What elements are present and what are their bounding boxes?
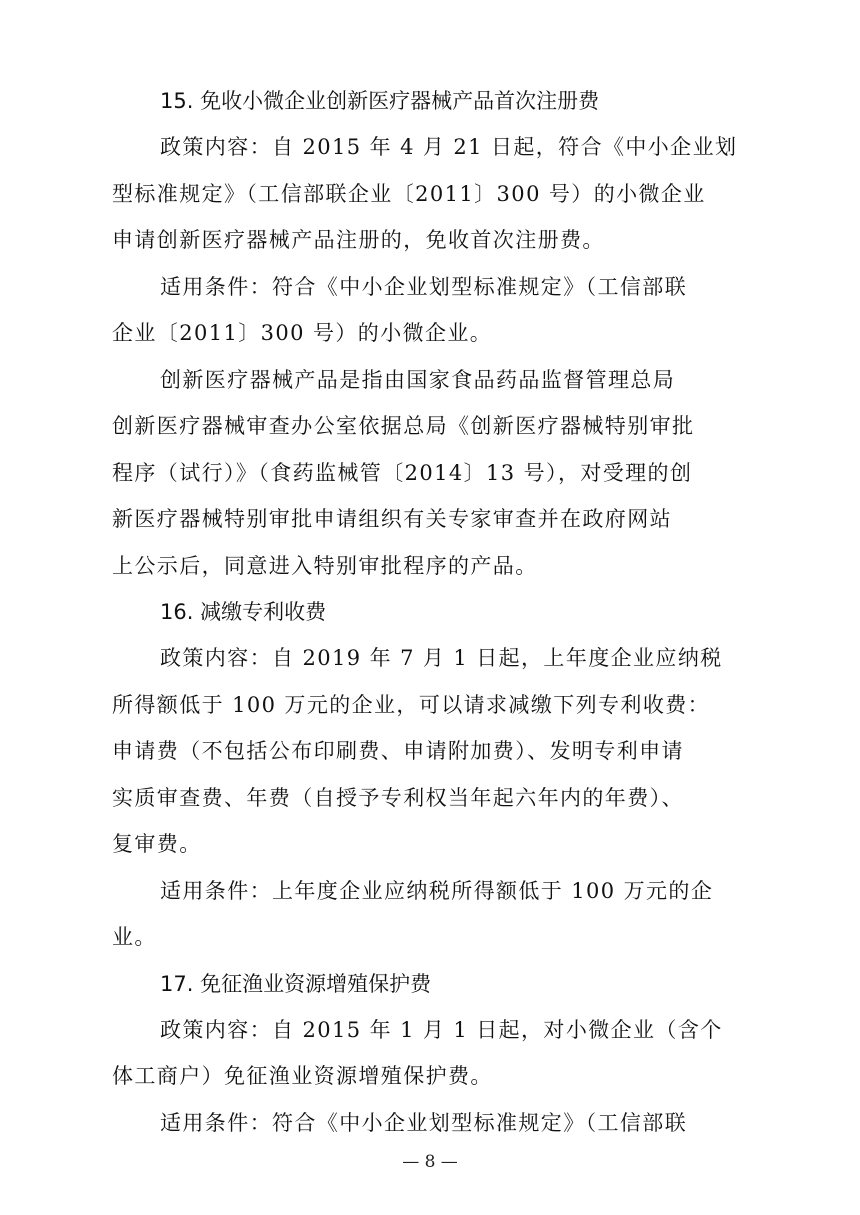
text-line: 创新医疗器械产品是指由国家食品药品监督管理总局	[160, 367, 676, 392]
text-line: 业。	[112, 925, 157, 949]
paragraph	[112, 868, 748, 961]
text-line: 新医疗器械特别审批申请组织有关专家审查并在政府网站	[112, 507, 672, 531]
section-heading: 16. 减缴专利收费	[160, 600, 327, 624]
text-line: 政策内容：自 2015 年 1 月 1 日起，对小微企业（含个	[160, 1017, 723, 1042]
text-line: 申请费（不包括公布印刷费、申请附加费）、发明专利申请	[112, 739, 684, 763]
text-line: 复审费。	[112, 832, 202, 856]
paragraph	[112, 264, 748, 357]
text-line: 程序（试行）》（食药监械管〔2014〕13 号），对受理的创	[112, 460, 693, 485]
page-number: — 8 —	[402, 1152, 458, 1172]
text-line: 所得额低于 100 万元的企业，可以请求减缴下列专利收费：	[112, 692, 711, 717]
text-line: 申请创新医疗器械产品注册的，免收首次注册费。	[112, 228, 605, 252]
text-line: 创新医疗器械审查办公室依据总局《创新医疗器械特别审批	[112, 414, 695, 438]
paragraph	[112, 635, 748, 868]
section-16	[112, 589, 748, 961]
text-line: 适用条件：上年度企业应纳税所得额低于 100 万元的企	[160, 878, 714, 903]
text-line: 上公示后，同意进入特别审批程序的产品。	[112, 553, 538, 578]
text-line: 政策内容：自 2015 年 4 月 21 日起，符合《中小企业划	[160, 135, 738, 159]
text-line: 适用条件：符合《中小企业划型标准规定》（工信部联	[160, 274, 688, 299]
text-line: 型标准规定》（工信部联企业〔2011〕300 号）的小微企业	[112, 181, 706, 206]
text-line: 企业〔2011〕300 号）的小微企业。	[112, 321, 493, 345]
paragraph	[112, 1100, 748, 1147]
text-line: 适用条件：符合《中小企业划型标准规定》（工信部联	[160, 1110, 688, 1135]
document-page	[112, 78, 748, 1146]
text-line: 政策内容：自 2019 年 7 月 1 日起，上年度企业应纳税	[160, 646, 723, 670]
text-line: 实质审查费、年费（自授予专利权当年起六年内的年费）、	[112, 785, 684, 810]
section-17	[112, 961, 748, 1147]
paragraph	[112, 124, 748, 264]
section-15	[112, 78, 748, 589]
section-heading: 17. 免征渔业资源增殖保护费	[160, 971, 432, 996]
section-heading: 15. 免收小微企业创新医疗器械产品首次注册费	[160, 89, 600, 113]
paragraph	[112, 357, 748, 590]
text-line: 体工商户）免征渔业资源增殖保护费。	[112, 1064, 493, 1088]
paragraph	[112, 1007, 748, 1100]
